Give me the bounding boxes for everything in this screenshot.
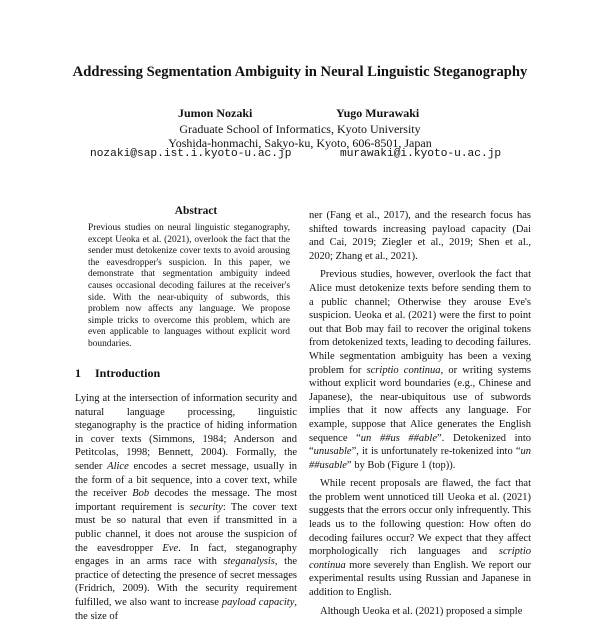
- section-number: 1: [75, 366, 81, 380]
- intro-paragraph-1: Lying at the intersection of information security and natural language processing, linguistic steganography is the practice of hiding information in cover texts (Simmons, 1984; Anderson and Petitcolas, 1998; Bennett, 2004). Formally, the sender Alice encodes a secret message, usually in the form of a bit sequence, into a cover text, while the receiver Bob decodes the message. The most important requirement is security: The cover text must be so natural that even if transmitted in a public channel, it does not arouse the suspicion of the eavesdropper Eve. In fact, steganography engages in an arms race with steganalysis, the practice of detecting the presence of secret messages (Fridrich, 2009). With the security requirement fulfilled, we also want to increase payload capacity, the size of: [75, 393, 298, 622]
- affiliation-line-2: Yoshida-honmachi, Sakyo-ku, Kyoto, 606-8501, Japan: [168, 136, 432, 150]
- paper-title: Addressing Segmentation Ambiguity in Neural Linguistic Steganography: [72, 64, 528, 80]
- left-column-body: [75, 392, 298, 622]
- author-name-1: Jumon Nozaki: [178, 106, 253, 120]
- abstract-text: Previous studies on neural linguistic steganography, except Ueoka et al. (2021), overlook the fact that the sender must detokenize cover texts to avoid arousing the eavesdropper's suspicion. In this paper, we demonstrate that segmentation ambiguity indeed causes occasional decoding failures at the receiver's side. With the near-ubiquity of subwords, this problem now affects any language. We propose simple tricks to overcome this problem, which are even applicable to languages without explicit word boundaries.: [88, 223, 290, 349]
- section-title: Introduction: [95, 366, 161, 380]
- right-column-body: [309, 209, 531, 617]
- section-heading: [75, 366, 160, 381]
- intro-paragraph-continued: ner (Fang et al., 2017), and the research focus has shifted towards increasing payload capacity (Dai and Cai, 2019; Ziegler et al., 2019; Shen et al., 2020; Zhang et al., 2021).: [309, 210, 531, 262]
- intro-paragraph-3: While recent proposals are flawed, the fact that the problem went unnoticed till Ueoka et al. (2021) suggests that the errors occur only infrequently. This leads us to the following question: How often do decoding failures occur? We expect that they affect morphologically rich languages and scriptio continua more severely than English. We report our experimental results using Russian and Japanese in addition to English.: [309, 478, 531, 599]
- abstract-heading: Abstract: [174, 205, 218, 217]
- intro-paragraph-4: Although Ueoka et al. (2021) proposed a simple: [320, 605, 523, 617]
- affiliation-line-1: Graduate School of Informatics, Kyoto University: [179, 122, 421, 136]
- author-email-2: murawaki@i.kyoto-u.ac.jp: [340, 148, 502, 160]
- author-email-1: nozaki@sap.ist.i.kyoto-u.ac.jp: [90, 148, 292, 160]
- intro-paragraph-2: Previous studies, however, overlook the fact that Alice must detokenize texts before sending them to a public channel; Otherwise they arouse Eve's suspicion. Ueoka et al. (2021) were the first to point out that Bob may fail to recover the original tokens from detokenized texts, leading to decoding failures. While segmentation ambiguity has been a vexing problem for scriptio continua, or writing systems without explicit word boundaries (e.g., Chinese and Japanese), the near-ubiquitous use of subwords implies that it now affects any language. For example, suppose that Alice generates the English sequence “un ##us ##able”. Detokenized into “unusable”, it is unfortunately re-tokenized into “un ##usable” by Bob (Figure 1 (top)).: [309, 269, 531, 471]
- author-name-2: Yugo Murawaki: [336, 106, 420, 120]
